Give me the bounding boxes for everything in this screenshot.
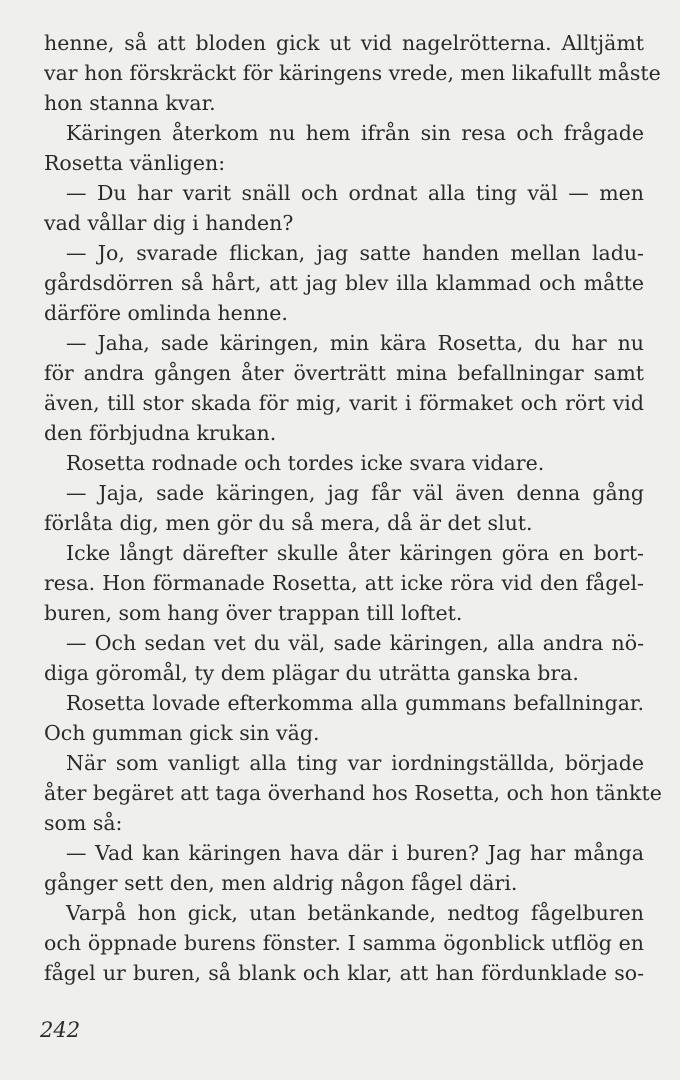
text-line: Varpå hon gick, utan betänkande, nedtog fågelburen — [66, 901, 644, 925]
text-line: därföre omlinda henne. — [44, 301, 288, 325]
text-line: för andra gången åter överträtt mina befallningar samt — [44, 361, 644, 385]
text-line: — Vad kan käringen hava där i buren? Jag har många — [66, 841, 644, 865]
text-line: förlåta dig, men gör du så mera, då är det slut. — [44, 511, 533, 535]
text-line: även, till stor skada för mig, varit i förmaket och rört vid — [44, 391, 644, 415]
text-line: Rosetta lovade efterkomma alla gummans befallningar. — [66, 691, 644, 715]
text-line: hon stanna kvar. — [44, 91, 216, 115]
text-line: och öppnade burens fönster. I samma ögonblick utflög en — [44, 931, 644, 955]
text-line: Och gumman gick sin väg. — [44, 721, 320, 745]
text-line: diga göromål, ty dem plägar du uträtta ganska bra. — [44, 661, 579, 685]
text-line: den förbjudna krukan. — [44, 421, 277, 445]
text-line: buren, som hang över trappan till loftet. — [44, 601, 463, 625]
text-line: var hon förskräckt för käringens vrede, men likafullt måste — [44, 61, 661, 85]
text-line: Käringen återkom nu hem ifrån sin resa och frågade — [66, 121, 644, 145]
text-line: När som vanligt alla ting var iordningställda, började — [66, 751, 644, 775]
text-line: gånger sett den, men aldrig någon fågel däri. — [44, 871, 518, 895]
body-text — [44, 28, 662, 988]
text-line: gårdsdörren så hårt, att jag blev illa klammad och måtte — [44, 271, 644, 295]
text-line: henne, så att bloden gick ut vid nagelrötterna. Alltjämt — [44, 31, 644, 55]
text-line: — Du har varit snäll och ordnat alla ting väl — men — [66, 181, 644, 205]
text-line: — Jaja, sade käringen, jag får väl även denna gång — [66, 481, 644, 505]
text-line: — Jaha, sade käringen, min kära Rosetta, du har nu — [66, 331, 644, 355]
text-line: Icke långt därefter skulle åter käringen göra en bort- — [66, 541, 644, 565]
text-line: åter begäret att taga överhand hos Rosetta, och hon tänkte — [44, 781, 662, 805]
text-line: fågel ur buren, så blank och klar, att han fördunklade so- — [44, 961, 644, 985]
text-line: Rosetta vänligen: — [44, 151, 226, 175]
text-line: Rosetta rodnade och tordes icke svara vidare. — [66, 451, 545, 475]
text-line: vad vållar dig i handen? — [44, 211, 294, 235]
text-line: — Och sedan vet du väl, sade käringen, alla andra nö- — [66, 631, 644, 655]
text-line: — Jo, svarade flickan, jag satte handen mellan ladu- — [66, 241, 644, 265]
text-line: resa. Hon förmanade Rosetta, att icke röra vid den fågel- — [44, 571, 644, 595]
text-line: som så: — [44, 811, 123, 835]
page-number: 242 — [40, 1018, 81, 1042]
